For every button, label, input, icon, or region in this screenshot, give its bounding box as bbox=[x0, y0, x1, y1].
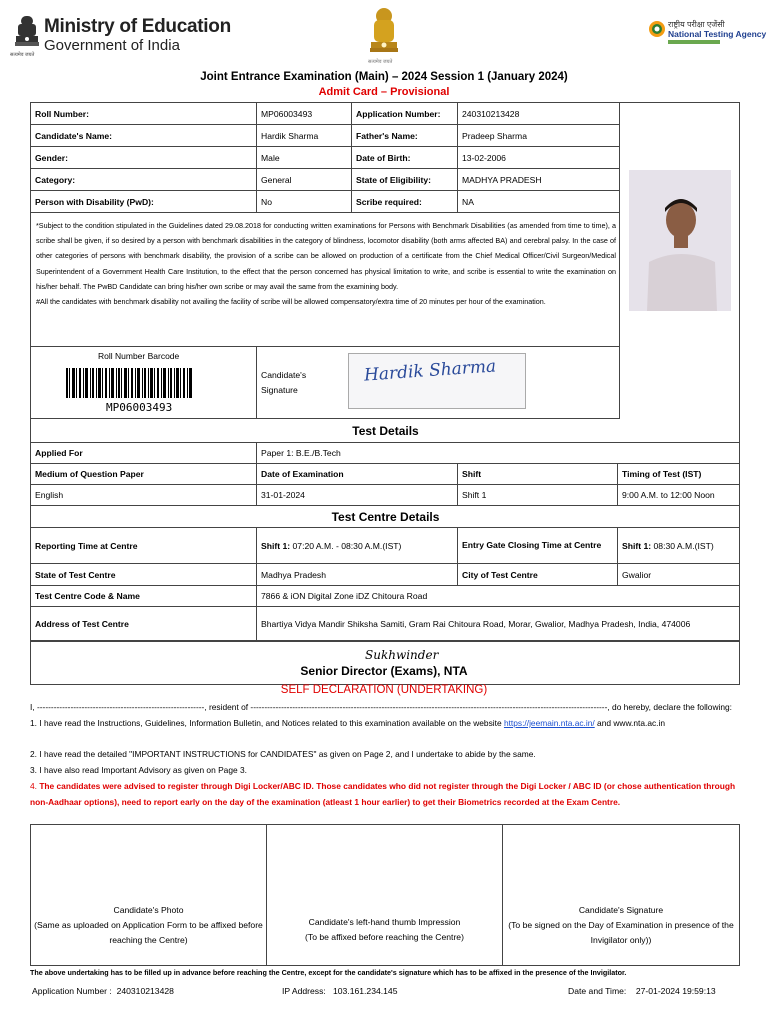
centre-city-label: City of Test Centre bbox=[458, 564, 618, 586]
footer-app-label: Application Number : bbox=[32, 986, 112, 996]
thumb-desc: (To be affixed before reaching the Centre) bbox=[305, 932, 464, 942]
medium-value: English bbox=[31, 485, 257, 506]
application-number-label: Application Number: bbox=[352, 103, 458, 125]
declaration-line-1-text: 1. I have read the Instructions, Guidelines, Information Bulletin, and Notices related to this examination available on the website bbox=[30, 718, 504, 728]
candidate-name-value: Hardik Sharma bbox=[257, 125, 352, 147]
roll-number-label: Roll Number: bbox=[31, 103, 257, 125]
declaration-line-1 bbox=[30, 715, 740, 731]
photo-affix-area bbox=[31, 825, 267, 965]
footer-ip-value: 103.161.234.145 bbox=[332, 986, 398, 996]
national-emblem-icon bbox=[366, 6, 402, 64]
undertaking-note: The above undertaking has to be filled up in advance before reaching the Centre, except for the candidate's signature which has to be affixed in the presence of the Invigilator. bbox=[30, 968, 627, 977]
reporting-shift: Shift 1: bbox=[261, 540, 291, 551]
nta-logo-icon bbox=[648, 20, 666, 38]
declaration-line-0: I, ------------------------------------------------------------, resident of --------------------------------------------------------------------------------------------------------------------------------, do hereby, declare the following: bbox=[30, 702, 733, 712]
centre-code-value: 7866 & iON Digital Zone iDZ Chitoura Road bbox=[257, 586, 740, 607]
footer-dt-label: Date and Time: bbox=[568, 986, 627, 996]
medium-label: Medium of Question Paper bbox=[31, 464, 257, 485]
sign-affix-title: Candidate's Signature bbox=[578, 904, 664, 915]
scribe-note bbox=[36, 218, 616, 309]
father-name-value: Pradeep Sharma bbox=[458, 125, 620, 147]
jeemain-website-link[interactable]: https://jeemain.nta.ac.in/ bbox=[503, 718, 595, 728]
footer-dt-value: 27-01-2024 19:59:13 bbox=[635, 986, 716, 996]
nta-underline bbox=[668, 40, 720, 44]
signature-label: Candidate's Signature bbox=[261, 369, 307, 395]
exam-date-value: 31-01-2024 bbox=[257, 485, 458, 506]
barcode-number: MP06003493 bbox=[106, 401, 173, 414]
self-declaration-title: SELF DECLARATION (UNDERTAKING) bbox=[280, 684, 488, 696]
roll-number-barcode-icon bbox=[66, 368, 192, 398]
candidate-name-label: Candidate's Name: bbox=[31, 125, 257, 147]
scribe-label: Scribe required: bbox=[352, 191, 458, 213]
centre-state-label: State of Test Centre bbox=[31, 564, 257, 586]
ministry-motto: सत्यमेव जयते bbox=[10, 52, 35, 58]
state-eligibility-value: MADHYA PRADESH bbox=[458, 169, 620, 191]
declaration-line-4 bbox=[30, 778, 740, 810]
scribe-value: NA bbox=[458, 191, 620, 213]
category-label: Category: bbox=[31, 169, 257, 191]
exam-date-label: Date of Examination bbox=[257, 464, 458, 485]
pwd-label: Person with Disability (PwD): bbox=[31, 191, 257, 213]
application-number-value: 240310213428 bbox=[458, 103, 620, 125]
declaration-line-1-end: and www.nta.ac.in bbox=[594, 718, 666, 728]
candidate-signature-text: Hardik Sharma bbox=[363, 356, 497, 386]
centre-address-label: Address of Test Centre bbox=[31, 607, 257, 642]
compensatory-time-note: #All the candidates with benchmark disability not availing the facility of scribe will be allowed compensatory/extra time of 20 minutes per hour of the examination. bbox=[36, 297, 546, 307]
declaration-line-2: 2. I have read the detailed "IMPORTANT INSTRUCTIONS for CANDIDATES" as given on Page 2, and I undertake to abide by the same. bbox=[30, 749, 536, 759]
dob-value: 13-02-2006 bbox=[458, 147, 620, 169]
director-signature: Sukhwinder bbox=[365, 648, 439, 662]
centre-code-label: Test Centre Code & Name bbox=[31, 586, 257, 607]
gate-closing-label-text: Entry Gate Closing Time at Centre bbox=[462, 540, 602, 550]
applied-for-label: Applied For bbox=[31, 443, 257, 464]
photo-affix-desc: (Same as uploaded on Application Form to be affixed before reaching the Centre) bbox=[34, 919, 263, 945]
director-title: Senior Director (Exams), NTA bbox=[300, 664, 468, 678]
gate-closing-cell bbox=[618, 528, 740, 564]
thumb-title: Candidate's left-hand thumb Impression bbox=[308, 917, 461, 927]
gender-value: Male bbox=[257, 147, 352, 169]
test-details-title: Test Details bbox=[352, 424, 419, 438]
footer-ip-address bbox=[282, 986, 398, 996]
emblem-motto: सत्यमेव जयते bbox=[368, 59, 393, 65]
scribe-note-text: *Subject to the condition stipulated in the Guidelines dated 29.08.2018 for conducting written examinations for Persons with Benchmark Disabilities (as amended from time to time), a scribe shall be given, if so desired by a person with benchmark disabilities in the category of blindness, locomotor disability (both arms affected BA) and cerebral palsy. In the case of other categories of persons with benchmark disability, the provision of a scribe can be allowed on production of a certificate from the Chief Medical Officer/Civil Surgeon/Medical Superintendent of a Government Health Care Institution, to the effect that the person concerned has physical limitation to write, and scribe is essential to write the examination on his/her behalf. The PwBD Candidate can bring his/her own scribe or may avail the same from the examining body. bbox=[36, 221, 616, 291]
pwd-value: No bbox=[257, 191, 352, 213]
candidate-photo bbox=[629, 170, 731, 311]
timing-value: 9:00 A.M. to 12:00 Noon bbox=[618, 485, 740, 506]
reporting-time-cell bbox=[257, 528, 458, 564]
page-header bbox=[0, 0, 768, 68]
ministry-name: Ministry of Education bbox=[44, 16, 231, 37]
declaration-line-4-num: 4. bbox=[30, 781, 40, 791]
timing-label: Timing of Test (IST) bbox=[618, 464, 740, 485]
centre-details-title: Test Centre Details bbox=[331, 510, 440, 524]
thumb-impression-area bbox=[267, 825, 503, 965]
reporting-time-label: Reporting Time at Centre bbox=[31, 528, 257, 564]
reporting-time-value: 07:20 A.M. - 08:30 A.M.(IST) bbox=[292, 540, 402, 551]
centre-state-value: Madhya Pradesh bbox=[257, 564, 458, 586]
photo-affix-title: Candidate's Photo bbox=[113, 904, 184, 915]
father-name-label: Father's Name: bbox=[352, 125, 458, 147]
gate-closing-label bbox=[458, 528, 618, 564]
signature-affix-area bbox=[503, 825, 739, 965]
shift-label: Shift bbox=[458, 464, 618, 485]
exam-title: Joint Entrance Examination (Main) – 2024 Session 1 (January 2024) bbox=[200, 71, 568, 83]
gender-label: Gender: bbox=[31, 147, 257, 169]
footer-app-value: 240310213428 bbox=[116, 986, 174, 996]
roll-number-value: MP06003493 bbox=[257, 103, 352, 125]
declaration-line-4-text: The candidates were advised to register through Digi Locker/ABC ID. Those candidates who did not register through the Digi Locker / ABC ID (or chose authentication through non-Aadhaar options), need to report early on the day of the examination (atleast 1 hour earlier) to get their Biometrics recorded at the Exam Centre. bbox=[30, 781, 736, 807]
candidate-photo-icon bbox=[629, 170, 731, 311]
declaration-line-3: 3. I have also read Important Advisory as given on Page 3. bbox=[30, 765, 247, 775]
footer-application-number bbox=[32, 986, 174, 996]
state-eligibility-label: State of Eligibility: bbox=[352, 169, 458, 191]
barcode-label: Roll Number Barcode bbox=[98, 351, 180, 361]
centre-address-value: Bhartiya Vidya Mandir Shiksha Samiti, Gram Rai Chitoura Road, Morar, Gwalior, Madhya Pradesh, India, 474006 bbox=[257, 607, 740, 642]
nta-name: National Testing Agency bbox=[668, 29, 767, 39]
government-name: Government of India bbox=[44, 37, 180, 54]
nta-hindi-name: राष्ट्रीय परीक्षा एजेंसी bbox=[668, 20, 725, 29]
gate-shift: Shift 1: bbox=[622, 540, 652, 551]
category-value: General bbox=[257, 169, 352, 191]
shift-value: Shift 1 bbox=[458, 485, 618, 506]
admit-card-subtitle: Admit Card – Provisional bbox=[318, 86, 450, 98]
undertaking-box bbox=[30, 824, 740, 966]
footer-ip-label: IP Address: bbox=[282, 986, 326, 996]
sign-affix-desc: (To be signed on the Day of Examination in presence of the Invigilator only)) bbox=[508, 919, 734, 945]
applied-for-value: Paper 1: B.E./B.Tech bbox=[257, 443, 740, 464]
gate-closing-value: 08:30 A.M.(IST) bbox=[653, 540, 714, 551]
dob-label: Date of Birth: bbox=[352, 147, 458, 169]
footer-date-time bbox=[568, 986, 716, 996]
centre-city-value: Gwalior bbox=[618, 564, 740, 586]
